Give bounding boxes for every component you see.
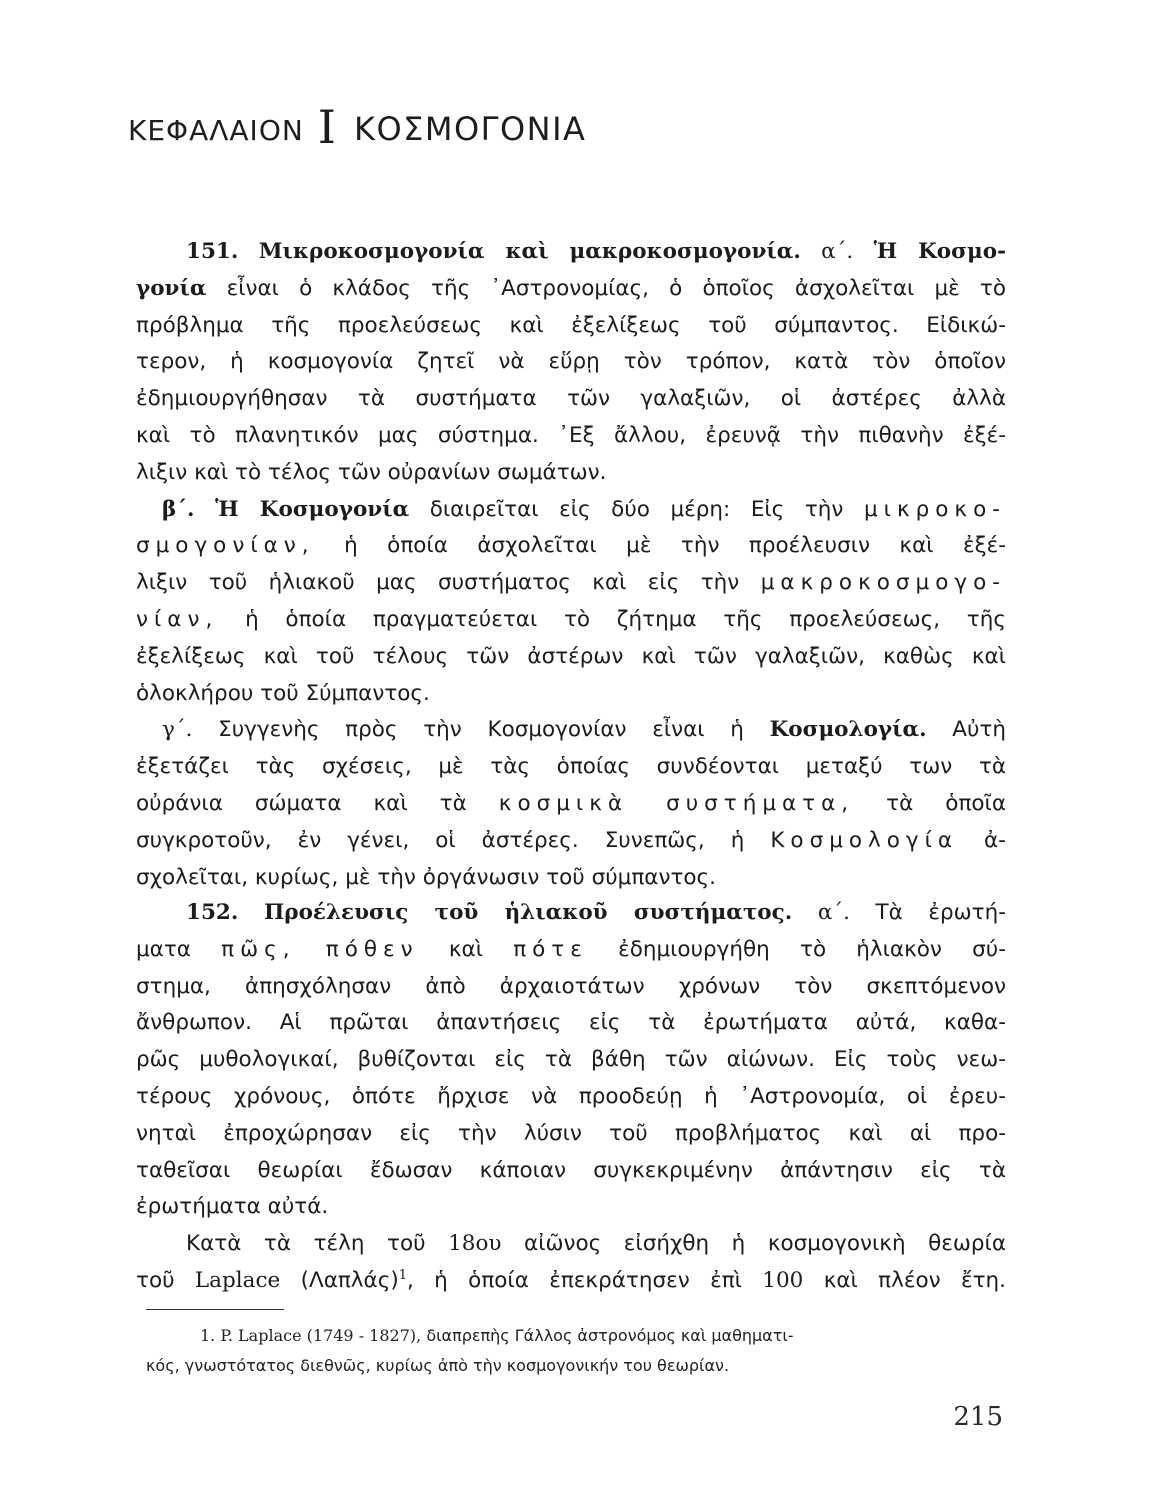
text-line: ὁλοκλήρου τοῦ Σύμπαντος. — [136, 680, 430, 706]
chapter-title: ΚΟΣΜΟΓΟΝΙΑ — [353, 110, 587, 148]
text-line: ἐδημιουργήθησαν τὰ συστήματα τῶν γαλαξιῶν, οἱ ἀστέρες ἀλλὰ — [136, 386, 1006, 412]
section-heading: Μικροκοσμογονία καὶ μακροκοσμογονία. — [258, 239, 801, 264]
footnote-divider — [146, 1309, 284, 1310]
text-line: σχολεῖται, κυρίως, μὲ τὴν ὀργάνωσιν τοῦ σύμπαντος. — [136, 864, 717, 890]
text-line: συγκροτοῦν, ἐν γένει, οἱ ἀστέρες. Συνεπῶς, ἡ Κοσμολογία ἀ- — [136, 827, 1006, 853]
section-heading: Προέλευσις τοῦ ἡλιακοῦ συστήματος. — [263, 900, 793, 925]
text-line: 151. Μικροκοσμογονία καὶ μακροκοσμογονία. α΄. Ἡ Κοσμο- — [186, 239, 1006, 264]
page-number: 215 — [953, 1402, 1003, 1432]
text-line: ταθεῖσαι θεωρίαι ἔδωσαν κάποιαν συγκεκριμένην ἀπάντησιν εἰς τὰ — [136, 1157, 1006, 1183]
text-line: λιξιν τοῦ ἡλιακοῦ μας συστήματος καὶ εἰς τὴν μακροκοσμογο- — [136, 570, 1006, 596]
section-151 — [136, 234, 1006, 896]
text-line: λιξιν καὶ τὸ τέλος τῶν οὐρανίων σωμάτων. — [136, 459, 607, 485]
text-line: τέρους χρόνους, ὁπότε ἤρχισε νὰ προοδεύῃ ἡ ᾿Αστρονομία, οἱ ἐρευ- — [136, 1083, 1006, 1109]
text-line: στημα, ἀπησχόλησαν ἀπὸ ἀρχαιοτάτων χρόνων τὸν σκεπτόμενον — [136, 973, 1006, 999]
chapter-label: ΚΕΦΑΛΑΙΟΝ — [128, 114, 304, 147]
chapter-numeral: I — [317, 100, 336, 154]
text-line: ρῶς μυθολογικαί, βυθίζονται εἰς τὰ βάθη τῶν αἰώνων. Εἰς τοὺς νεω- — [136, 1047, 1006, 1073]
text-line: καὶ τὸ πλανητικόν μας σύστημα. ᾿Εξ ἄλλου, ἐρευνᾷ τὴν πιθανὴν ἐξέ- — [136, 422, 1006, 448]
footnote-line: 1. P. Laplace (1749 - 1827), διαπρεπὴς Γάλλος ἀστρονόμος καὶ μαθηματι- — [200, 1326, 794, 1345]
footnotes — [146, 1321, 1005, 1381]
text-line: νηταὶ ἐπροχώρησαν εἰς τὴν λύσιν τοῦ προβλήματος καὶ αἱ προ- — [136, 1120, 1006, 1146]
text-line: ἐξελίξεως καὶ τοῦ τέλους τῶν ἀστέρων καὶ τῶν γαλαξιῶν, καθὼς καὶ — [136, 643, 1006, 669]
text-line: τερον, ἡ κοσμογονία ζητεῖ νὰ εὕρῃ τὸν τρόπον, κατὰ τὸν ὁποῖον — [136, 349, 1006, 375]
text-line: σμογονίαν, ἡ ὁποία ἀσχολεῖται μὲ τὴν προέλευσιν καὶ ἐξέ- — [136, 533, 1006, 559]
section-number: 151. — [186, 239, 239, 264]
text-line: ματα πῶς, πόθεν καὶ πότε ἐδημιουργήθη τὸ ἡλιακὸν σύ- — [136, 936, 1006, 962]
text-line: β΄. Ἡ Κοσμογονία διαιρεῖται εἰς δύο μέρη: Εἰς τὴν μικροκο- — [162, 496, 1006, 522]
text-line: ἐξετάζει τὰς σχέσεις, μὲ τὰς ὁποίας συνδέονται μεταξύ των τὰ — [136, 754, 1006, 780]
text-line: 152. Προέλευσις τοῦ ἡλιακοῦ συστήματος. α΄. Τὰ ἐρωτή- — [186, 900, 1006, 925]
chapter-heading — [128, 100, 586, 154]
text-line: γονία εἶναι ὁ κλάδος τῆς ᾿Αστρονομίας, ὁ ὁποῖος ἀσχολεῖται μὲ τὸ — [136, 275, 1006, 301]
footnote-line: κός, γνωστότατος διεθνῶς, κυρίως ἀπὸ τὴν κοσμογονικήν του θεωρίαν. — [146, 1356, 730, 1375]
text-line: γ΄. Συγγενὴς πρὸς τὴν Κοσμογονίαν εἶναι ἡ Κοσμολογία. Αὐτὴ — [162, 717, 1006, 743]
text-line: ἄνθρωπον. Αἱ πρῶται ἀπαντήσεις εἰς τὰ ἐρωτήματα αὐτά, καθα- — [136, 1010, 1006, 1036]
text-line: πρόβλημα τῆς προελεύσεως καὶ ἐξελίξεως τοῦ σύμπαντος. Εἰδικώ- — [136, 312, 1006, 338]
footnote-marker: 1 — [398, 1267, 407, 1283]
text-line: οὐράνια σώματα καὶ τὰ κοσμικὰ συστήματα, τὰ ὁποῖα — [136, 790, 1006, 816]
section-number: 152. — [186, 900, 239, 925]
text-line: ἐρωτήματα αὐτά. — [136, 1194, 329, 1220]
text-line: τοῦ Laplace $(\Lambda\alpha\pi\lambda ά\varsigma)^1$, ἡ ὁποία ἐπεκράτησεν ἐπὶ 100 καὶ πλέον ἔτη. — [136, 1267, 1006, 1293]
section-152 — [136, 895, 1006, 1300]
text-line: νίαν, ἡ ὁποία πραγματεύεται τὸ ζήτημα τῆς προελεύσεως, τῆς — [136, 606, 1006, 632]
text-line: Κατὰ τὰ τέλη τοῦ 18ου αἰῶνος εἰσήχθη ἡ κοσμογονικὴ θεωρία — [186, 1231, 1006, 1257]
